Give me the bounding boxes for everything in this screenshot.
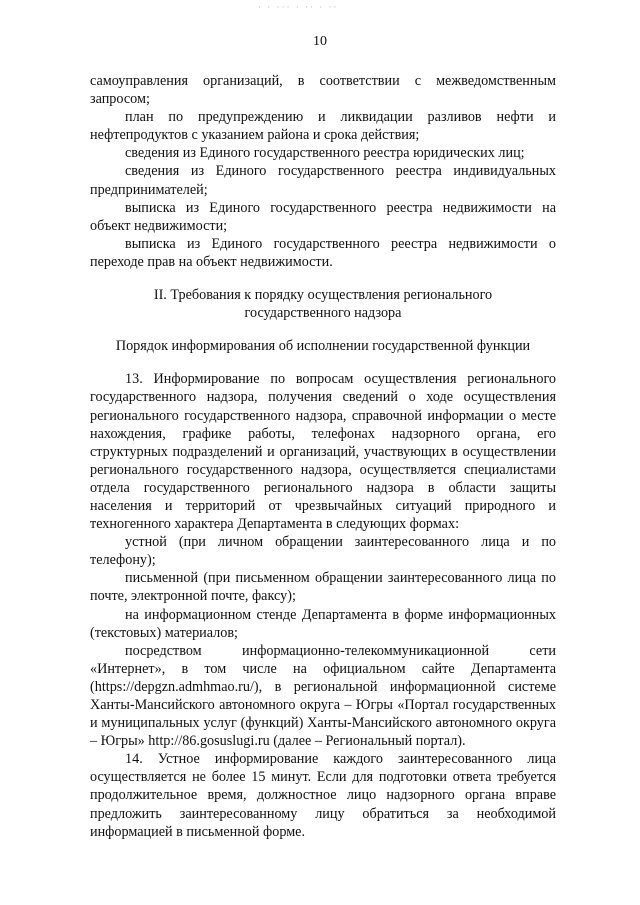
paragraph: письменной (при письменном обращении заинтересованного лица по почте, электронной почте, факсу);: [90, 570, 556, 605]
section-heading-line: II. Требования к порядку осуществления регионального: [153, 287, 493, 304]
paragraph: посредством информационно-телекоммуникационной сети «Интернет», в том числе на официальном сайте Департамента (https://depgzn.admhmao.ru/), в региональной информационной системе Ханты-Мансийского автономного округа – Югры «Портал государственных и муниципальных услуг (функций) Ханты-Мансийского автономного округа – Югры» http://86.gosuslugi.ru (далее – Региональный портал).: [90, 642, 556, 750]
scan-artifact: · · ··· · ·· · ··: [258, 2, 339, 12]
paragraph: выписка из Единого государственного реестра недвижимости на объект недвижимости;: [90, 199, 556, 234]
paragraph: сведения из Единого государственного реестра индивидуальных предпринимателей;: [90, 163, 556, 198]
section-heading: [90, 286, 556, 322]
paragraph-item-14: 14. Устное информирование каждого заинтересованного лица осуществляется не более 15 минут. Если для подготовки ответа требуется продолжительное время, должностное лицо надзорного органа вправе предложить заинтересованному лицу обратиться за необходимой информацией в письменной форме.: [90, 751, 556, 840]
paragraph: выписка из Единого государственного реестра недвижимости о переходе прав на объект недвижимости.: [90, 235, 556, 270]
paragraph: на информационном стенде Департамента в форме информационных (текстовых) материалов;: [90, 606, 556, 641]
page-number: 10: [313, 34, 327, 49]
paragraph: устной (при личном обращении заинтересованного лица и по телефону);: [90, 534, 556, 569]
paragraph-item-13: 13. Информирование по вопросам осуществления регионального государственного надзора, получения сведений о ходе осуществления регионального государственного надзора, справочной информации о месте нахождения, графике работы, телефонах надзорного органа, его структурных подразделений и организаций, участвующих в осуществлении регионального государственного надзора, осуществляется специалистами отдела государственного регионального надзора в области защиты населения и территорий от чрезвычайных ситуаций природного и техногенного характера Департамента в следующих формах:: [90, 371, 556, 533]
document-body: [90, 72, 556, 841]
subheading: Порядок информирования об исполнении государственной функции: [115, 338, 531, 355]
paragraph: план по предупреждению и ликвидации разливов нефти и нефтепродуктов с указанием района и срока действия;: [90, 109, 556, 144]
paragraph: самоуправления организаций, в соответствии с межведомственным запросом;: [90, 73, 556, 108]
section-heading-line: государственного надзора: [244, 305, 402, 322]
paragraph: сведения из Единого государственного реестра юридических лиц;: [125, 145, 525, 162]
